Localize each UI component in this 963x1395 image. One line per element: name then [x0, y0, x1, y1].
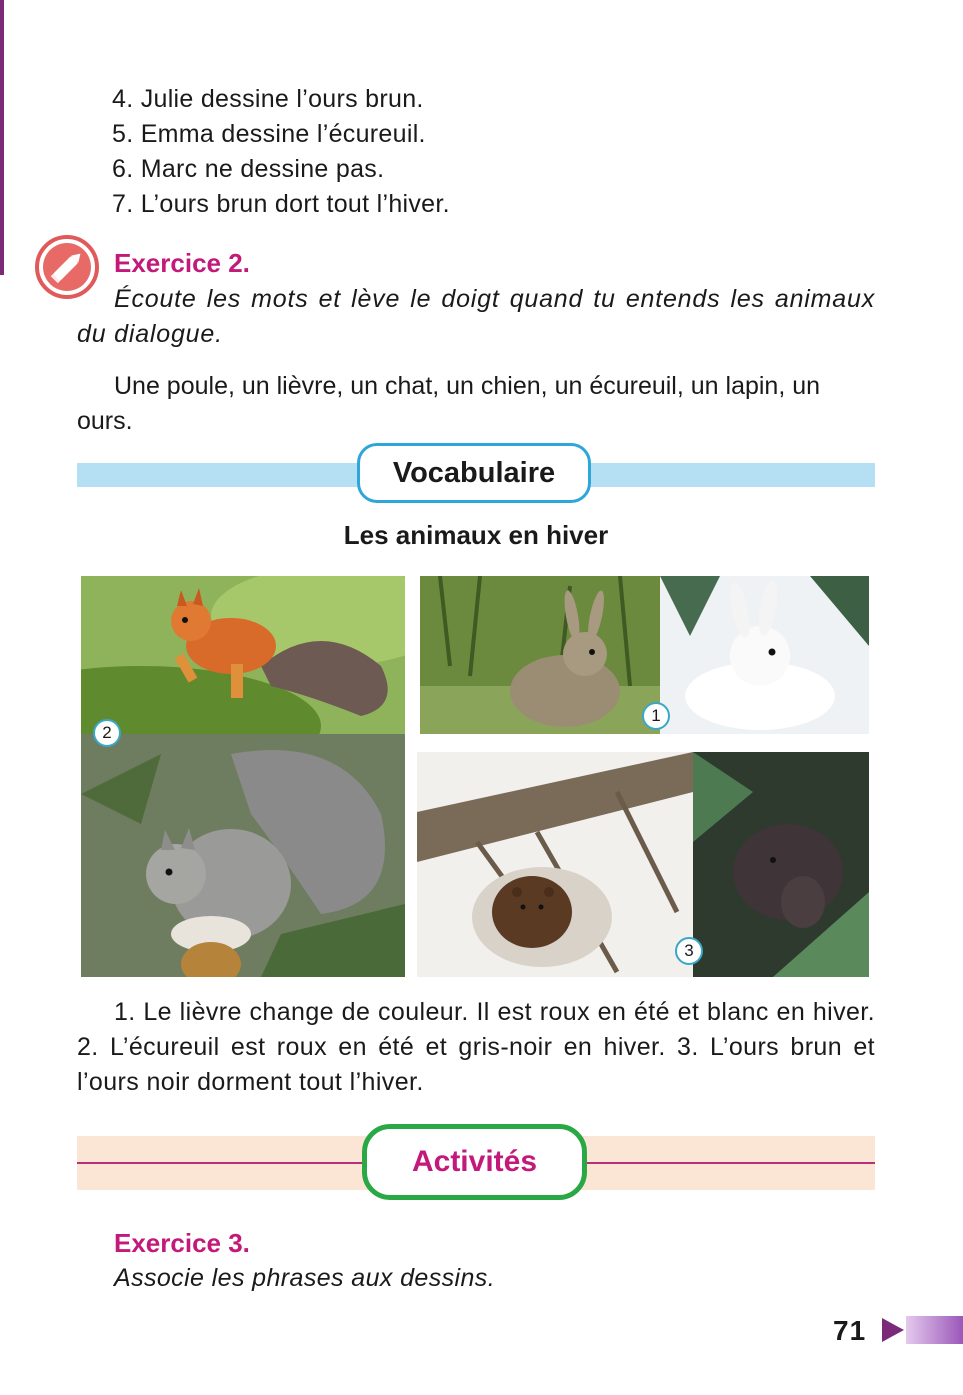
exercise-2-instruction: Écoute les mots et lève le doigt quand tu entends les animaux du dialogue. [77, 285, 875, 348]
exercise-3-instruction: Associe les phrases aux dessins. [114, 1264, 496, 1292]
photo-brown-hare [420, 576, 660, 734]
photo-number-badge: 1 [642, 702, 670, 730]
list-item: 7. L’ours brun dort tout l’hiver. [112, 190, 450, 218]
list-item: 5. Emma dessine l’écureuil. [112, 120, 426, 148]
list-item: 6. Marc ne dessine pas. [112, 155, 385, 183]
photo-black-bear [693, 752, 869, 977]
vocabulary-text: 1. Le lièvre change de couleur. Il est roux en été et blanc en hiver. 2. L’écureuil est roux en été et gris-noir en hiver. 3. L’ours brun et l’ours noir dorment tout l’hiver. [77, 998, 875, 1096]
numbered-list [112, 82, 450, 222]
page-number: 71 [833, 1315, 867, 1346]
arrow-right-icon [882, 1318, 904, 1342]
activities-heading: Activités [362, 1124, 587, 1200]
list-item: 4. Julie dessine l’ours brun. [112, 85, 424, 113]
photo-white-hare [660, 576, 869, 734]
exercise-3-title: Exercice 3. [114, 1228, 250, 1258]
photo-brown-bear [417, 752, 693, 977]
photo-grey-squirrel [81, 734, 405, 977]
photo-number-badge: 2 [93, 719, 121, 747]
page-corner-bar [906, 1316, 963, 1344]
vocabulary-heading: Vocabulaire [357, 443, 591, 503]
exercise-2-title: Exercice 2. [114, 248, 250, 278]
vocabulary-subtitle: Les animaux en hiver [343, 520, 609, 550]
exercise-2-words: Une poule, un lièvre, un chat, un chien, un écureuil, un lapin, un ours. [77, 372, 821, 435]
photo-red-squirrel [81, 576, 405, 734]
photo-number-badge: 3 [675, 937, 703, 965]
page-edge-bar [0, 0, 4, 275]
